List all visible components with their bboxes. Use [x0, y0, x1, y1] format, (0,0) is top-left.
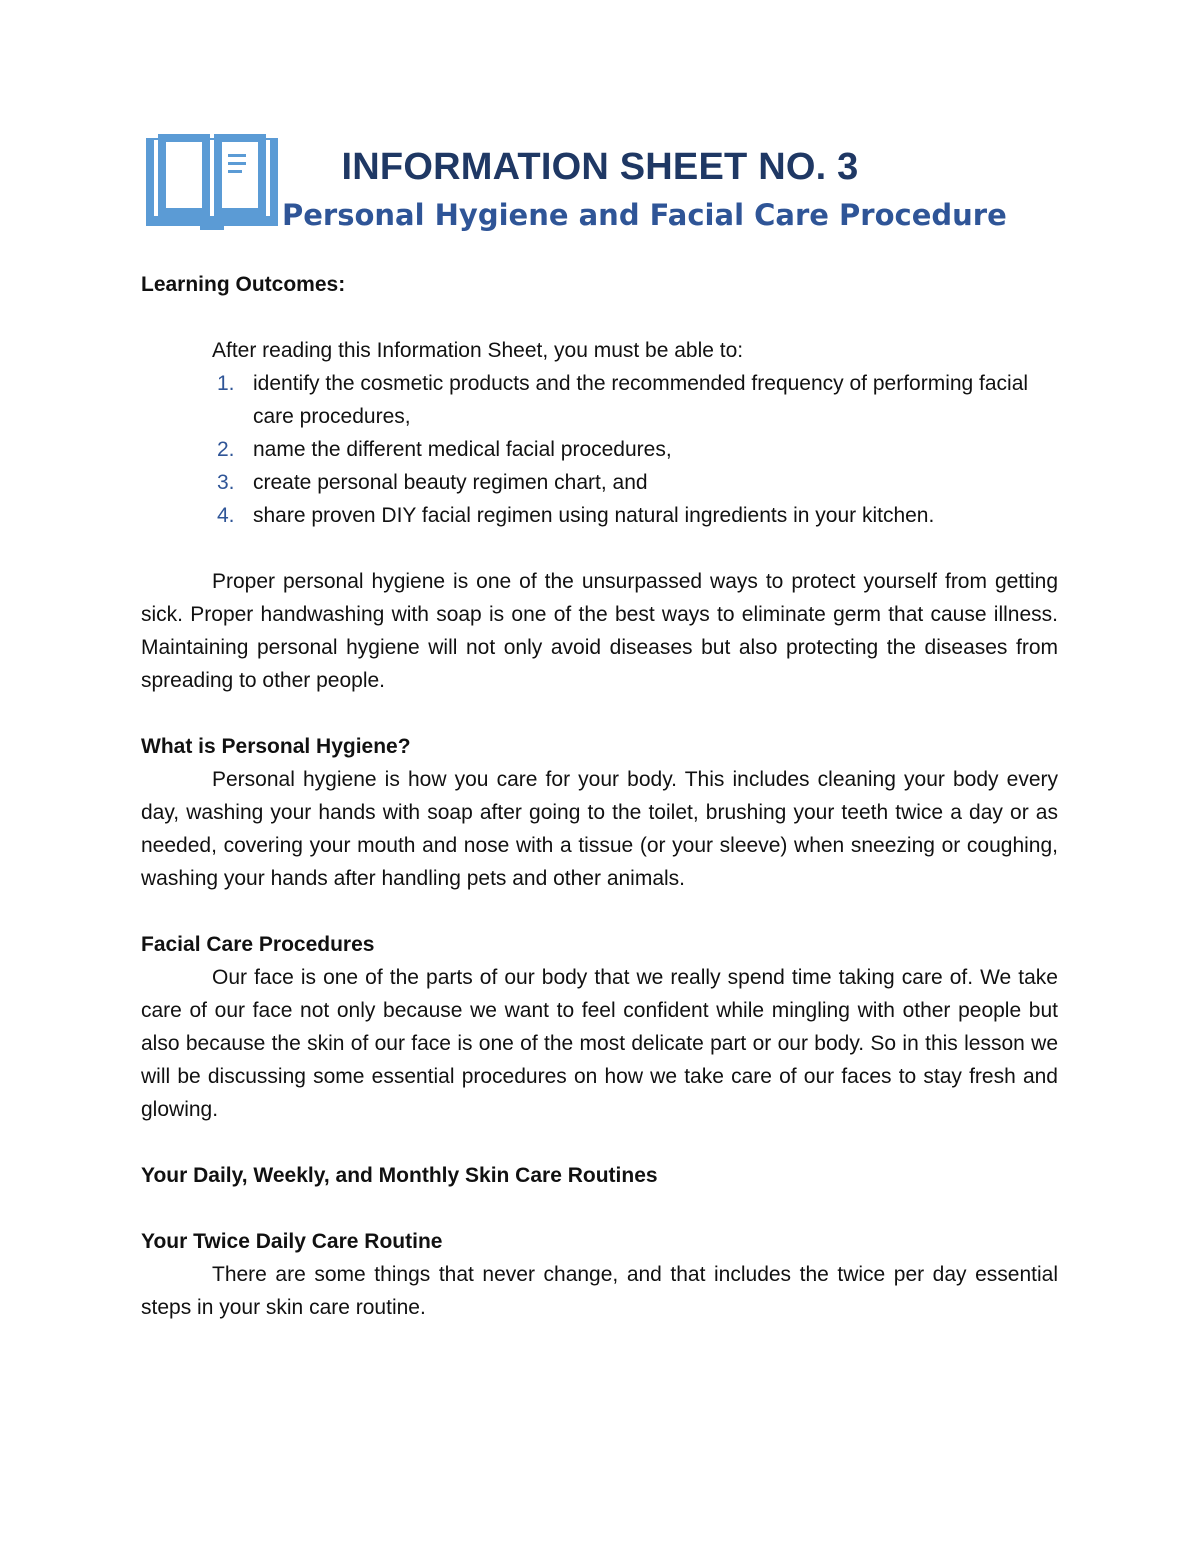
learning-outcomes-list: [141, 367, 1058, 532]
twice-daily-paragraph: There are some things that never change, and that includes the twice per day essential steps in your skin care routine.: [141, 1263, 1058, 1319]
learning-outcomes-heading: Learning Outcomes:: [141, 273, 346, 296]
facial-care-paragraph: Our face is one of the parts of our body that we really spend time taking care of. We take care of our face not only because we want to feel confident while mingling with other people but also because the skin of our face is one of the most delicate part or our body. So in this lesson we will be discussing some essential procedures on how we take care of our faces to stay fresh and glowing.: [141, 966, 1058, 1121]
twice-daily-heading: Your Twice Daily Care Routine: [141, 1230, 443, 1253]
list-item: 2. name the different medical facial procedures,: [217, 438, 672, 461]
routines-heading: Your Daily, Weekly, and Monthly Skin Care Routines: [141, 1164, 658, 1187]
list-item: 4. share proven DIY facial regimen using natural ingredients in your kitchen.: [217, 504, 935, 527]
document-body: [141, 268, 1058, 1324]
open-book-icon: [144, 128, 280, 234]
list-item: 1. identify the cosmetic products and the recommended frequency of performing facial care procedures,: [217, 372, 1029, 428]
intro-paragraph: Proper personal hygiene is one of the unsurpassed ways to protect yourself from getting sick. Proper handwashing with soap is one of the best ways to eliminate germ that cause illness. Maintaining personal hygiene will not only avoid diseases but also protecting the diseases from spreading to other people.: [141, 570, 1058, 692]
facial-care-heading: Facial Care Procedures: [141, 933, 375, 956]
personal-hygiene-paragraph: Personal hygiene is how you care for your body. This includes cleaning your body every day, washing your hands with soap after going to the toilet, brushing your teeth twice a day or as needed, covering your mouth and nose with a tissue (or your sleeve) when sneezing or coughing, washing your hands after handling pets and other animals.: [141, 768, 1058, 890]
personal-hygiene-heading: What is Personal Hygiene?: [141, 735, 411, 758]
list-item: 3. create personal beauty regimen chart, and: [217, 471, 648, 494]
page-subtitle: Personal Hygiene and Facial Care Procedure: [282, 198, 1007, 232]
page-title: INFORMATION SHEET NO. 3: [341, 146, 859, 188]
learning-outcomes-intro: After reading this Information Sheet, you must be able to:: [212, 339, 744, 362]
